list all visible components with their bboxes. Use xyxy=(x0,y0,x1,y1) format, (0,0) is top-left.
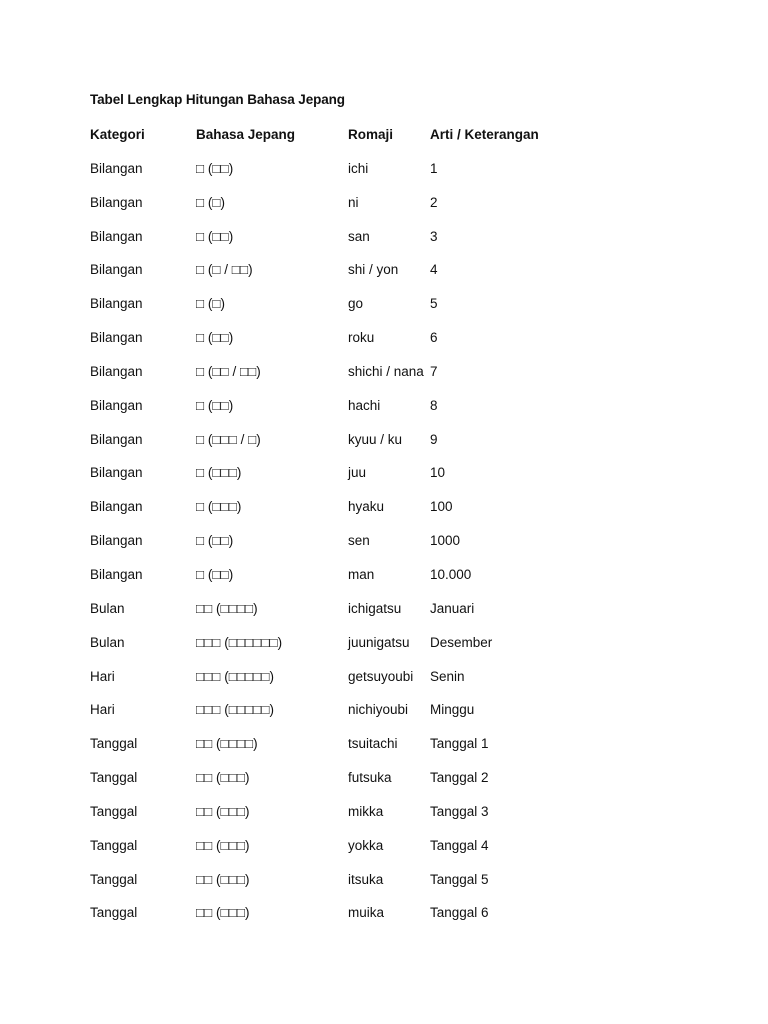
cell-arti: Tanggal 6 xyxy=(430,905,489,921)
cell-bahasa-jepang: □□ (□□□) xyxy=(196,837,250,853)
cell-arti: 5 xyxy=(430,296,438,312)
cell-bahasa-jepang: □ (□□ / □□) xyxy=(196,363,261,379)
table-row xyxy=(90,524,650,558)
table-row xyxy=(90,321,650,355)
cell-bahasa-jepang: □□□ (□□□□□) xyxy=(196,668,274,684)
cell-romaji: juu xyxy=(348,465,367,481)
cell-romaji: tsuitachi xyxy=(348,736,398,752)
cell-romaji: yokka xyxy=(348,837,384,853)
cell-romaji: ni xyxy=(348,194,359,210)
cell-bahasa-jepang: □ (□□) xyxy=(196,566,234,582)
cell-arti: 4 xyxy=(430,262,438,278)
table-row xyxy=(90,456,650,490)
cell-bahasa-jepang: □□□ (□□□□□□) xyxy=(196,634,283,650)
cell-romaji: nichiyoubi xyxy=(348,702,409,718)
table-row xyxy=(90,253,650,287)
table-row xyxy=(90,592,650,626)
table-header-row xyxy=(90,118,650,152)
cell-kategori: Tanggal xyxy=(90,871,138,887)
cell-arti: Senin xyxy=(430,668,465,684)
cell-romaji: san xyxy=(348,228,370,244)
cell-romaji: getsuyoubi xyxy=(348,668,414,684)
cell-arti: 10 xyxy=(430,465,446,481)
cell-kategori: Bilangan xyxy=(90,397,143,413)
table-row xyxy=(90,626,650,660)
cell-arti: 100 xyxy=(430,499,453,515)
table-row xyxy=(90,287,650,321)
cell-bahasa-jepang: □ (□) xyxy=(196,194,226,210)
header-arti-keterangan: Arti / Keterangan xyxy=(430,127,539,142)
cell-bahasa-jepang: □□□ (□□□□□) xyxy=(196,702,274,718)
header-romaji: Romaji xyxy=(348,127,394,142)
cell-arti: 7 xyxy=(430,363,438,379)
cell-romaji: mikka xyxy=(348,803,384,819)
cell-arti: Tanggal 2 xyxy=(430,770,489,786)
cell-kategori: Tanggal xyxy=(90,803,138,819)
cell-arti: Tanggal 5 xyxy=(430,871,489,887)
table-body xyxy=(90,152,650,930)
cell-kategori: Bilangan xyxy=(90,330,143,346)
cell-kategori: Bilangan xyxy=(90,431,143,447)
cell-arti: 1 xyxy=(430,160,438,176)
cell-bahasa-jepang: □ (□□) xyxy=(196,330,234,346)
cell-kategori: Hari xyxy=(90,702,115,718)
table-row xyxy=(90,220,650,254)
cell-arti: 9 xyxy=(430,431,438,447)
cell-romaji: roku xyxy=(348,330,375,346)
table-row xyxy=(90,355,650,389)
header-bahasa-jepang: Bahasa Jepang xyxy=(196,127,296,142)
table-row xyxy=(90,829,650,863)
cell-romaji: juunigatsu xyxy=(348,634,410,650)
cell-romaji: muika xyxy=(348,905,385,921)
cell-romaji: ichi xyxy=(348,160,369,176)
document-title: Tabel Lengkap Hitungan Bahasa Jepang xyxy=(90,92,345,107)
cell-kategori: Tanggal xyxy=(90,736,138,752)
cell-bahasa-jepang: □□ (□□□□) xyxy=(196,600,258,616)
table-row xyxy=(90,727,650,761)
cell-kategori: Tanggal xyxy=(90,905,138,921)
cell-romaji: man xyxy=(348,566,375,582)
cell-kategori: Bilangan xyxy=(90,566,143,582)
cell-bahasa-jepang: □□ (□□□) xyxy=(196,770,250,786)
cell-kategori: Hari xyxy=(90,668,115,684)
table-row xyxy=(90,186,650,220)
cell-kategori: Bilangan xyxy=(90,363,143,379)
cell-bahasa-jepang: □□ (□□□) xyxy=(196,871,250,887)
cell-arti: Januari xyxy=(430,600,475,616)
cell-bahasa-jepang: □ (□□) xyxy=(196,228,234,244)
cell-arti: Minggu xyxy=(430,702,475,718)
cell-kategori: Bilangan xyxy=(90,160,143,176)
cell-romaji: hyaku xyxy=(348,499,385,515)
cell-arti: Desember xyxy=(430,634,493,650)
cell-kategori: Bilangan xyxy=(90,499,143,515)
table-row xyxy=(90,660,650,694)
cell-arti: Tanggal 1 xyxy=(430,736,489,752)
cell-romaji: hachi xyxy=(348,397,381,413)
cell-romaji: sen xyxy=(348,533,370,549)
cell-romaji: kyuu / ku xyxy=(348,431,403,447)
table-row xyxy=(90,896,650,930)
cell-arti: 1000 xyxy=(430,533,461,549)
cell-bahasa-jepang: □□ (□□□□) xyxy=(196,736,258,752)
cell-arti: 10.000 xyxy=(430,566,472,582)
cell-romaji: shichi / nana xyxy=(348,363,424,379)
cell-bahasa-jepang: □ (□□□) xyxy=(196,465,242,481)
cell-arti: Tanggal 4 xyxy=(430,837,489,853)
cell-bahasa-jepang: □ (□) xyxy=(196,296,226,312)
cell-romaji: go xyxy=(348,296,364,312)
table-row xyxy=(90,423,650,457)
cell-bahasa-jepang: □ (□□□ / □) xyxy=(196,431,261,447)
cell-bahasa-jepang: □□ (□□□) xyxy=(196,803,250,819)
table-row xyxy=(90,863,650,897)
cell-arti: 3 xyxy=(430,228,438,244)
counting-table xyxy=(90,118,650,930)
cell-bahasa-jepang: □ (□□) xyxy=(196,533,234,549)
table-row xyxy=(90,761,650,795)
cell-kategori: Tanggal xyxy=(90,837,138,853)
cell-kategori: Bilangan xyxy=(90,465,143,481)
table-row xyxy=(90,558,650,592)
cell-kategori: Bilangan xyxy=(90,228,143,244)
table-row xyxy=(90,795,650,829)
cell-romaji: shi / yon xyxy=(348,262,399,278)
table-row xyxy=(90,389,650,423)
cell-bahasa-jepang: □□ (□□□) xyxy=(196,905,250,921)
cell-bahasa-jepang: □ (□ / □□) xyxy=(196,262,253,278)
table-row xyxy=(90,693,650,727)
cell-kategori: Bulan xyxy=(90,634,125,650)
cell-kategori: Bilangan xyxy=(90,194,143,210)
cell-bahasa-jepang: □ (□□) xyxy=(196,160,234,176)
cell-romaji: ichigatsu xyxy=(348,600,402,616)
header-kategori: Kategori xyxy=(90,127,145,142)
cell-bahasa-jepang: □ (□□□) xyxy=(196,499,242,515)
cell-bahasa-jepang: □ (□□) xyxy=(196,397,234,413)
cell-arti: 8 xyxy=(430,397,438,413)
cell-arti: 6 xyxy=(430,330,438,346)
cell-kategori: Tanggal xyxy=(90,770,138,786)
table-row xyxy=(90,152,650,186)
cell-kategori: Bilangan xyxy=(90,533,143,549)
cell-arti: 2 xyxy=(430,194,438,210)
cell-kategori: Bilangan xyxy=(90,262,143,278)
cell-romaji: itsuka xyxy=(348,871,384,887)
cell-kategori: Bilangan xyxy=(90,296,143,312)
cell-arti: Tanggal 3 xyxy=(430,803,489,819)
cell-kategori: Bulan xyxy=(90,600,125,616)
table-row xyxy=(90,490,650,524)
cell-romaji: futsuka xyxy=(348,770,392,786)
